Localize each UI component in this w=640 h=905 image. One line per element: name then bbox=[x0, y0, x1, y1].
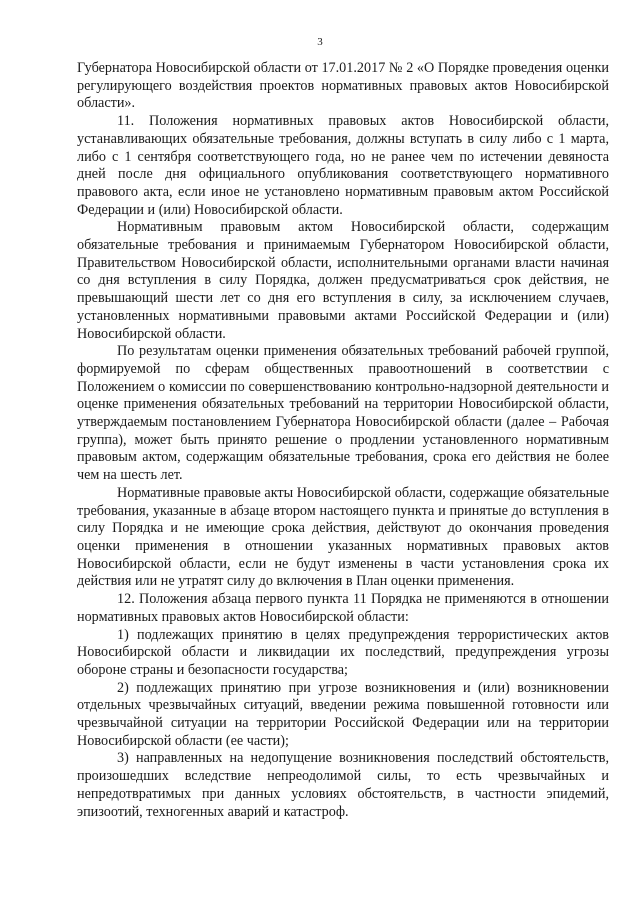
paragraph-item-12: 12. Положения абзаца первого пункта 11 Порядка не применяются в отношении нормативных правовых актов Новосибирской области: bbox=[77, 591, 609, 625]
document-body bbox=[77, 60, 609, 821]
list-item-2: 2) подлежащих принятию при угрозе возникновения и (или) возникновении отдельных чрезвычайных ситуаций, введении режима повышенной готовности или чрезвычайной ситуации на территории Российской Федерации или на территории Новосибирской области (ее части); bbox=[77, 679, 609, 749]
paragraph-item-11: 11. Положения нормативных правовых актов Новосибирской области, устанавливающих обязательные требования, должны вступать в силу либо с 1 марта, либо с 1 сентября соответствующего года, но не ранее чем по истечении девяноста дней после дня официального опубликования соответствующего нормативного правового акта, если иное не установлено нормативным правовым актом Российской Федерации и (или) Новосибирской области. bbox=[77, 113, 609, 218]
list-item-1: 1) подлежащих принятию в целях предупреждения террористических актов Новосибирской области и ликвидации их последствий, предупреждения угрозы обороне страны и безопасности государства; bbox=[77, 626, 609, 678]
page-number: 3 bbox=[317, 36, 323, 48]
paragraph-term-of-validity: Нормативным правовым актом Новосибирской области, содержащим обязательные требования и принимаемым Губернатором Новосибирской области, Правительством Новосибирской области, исполнительными органами власти начиная со дня вступления в силу Порядка, должен предусматриваться срок действия, не превышающий шести лет со дня его вступления в силу, за исключением случаев, установленных нормативными правовыми актами Российской Федерации и (или) Новосибирской области. bbox=[77, 219, 609, 342]
paragraph-working-group: По результатам оценки применения обязательных требований рабочей группой, формируемой по сферам общественных правоотношений в соответствии с Положением о комиссии по совершенствованию контрольно-надзорной деятельности и оценке применения обязательных требований на территории Новосибирской области, утверждаемым постановлением Губернатора Новосибирской области (далее – Рабочая группа), может быть принято решение о продлении установленного нормативным правовым актом, содержащим обязательные требования, срока его действия не более чем на шесть лет. bbox=[77, 343, 609, 484]
paragraph-continuation: Губернатора Новосибирской области от 17.01.2017 № 2 «О Порядке проведения оценки регулирующего воздействия проектов нормативных правовых актов Новосибирской области». bbox=[77, 60, 609, 112]
paragraph-existing-acts: Нормативные правовые акты Новосибирской области, содержащие обязательные требования, указанные в абзаце втором настоящего пункта и принятые до вступления в силу Порядка и не имеющие срока действия, действуют до окончания проведения оценки применения в отношении указанных нормативных правовых актов Новосибирской области, если не будут изменены в части установления срока их действия или не утратят силу до включения в План оценки применения. bbox=[77, 484, 609, 590]
list-item-3: 3) направленных на недопущение возникновения последствий обстоятельств, произошедших вследствие непреодолимой силы, то есть чрезвычайных и непредотвратимых при данных условиях обстоятельств, в частности эпидемий, эпизоотий, техногенных аварий и катастроф. bbox=[77, 750, 609, 820]
